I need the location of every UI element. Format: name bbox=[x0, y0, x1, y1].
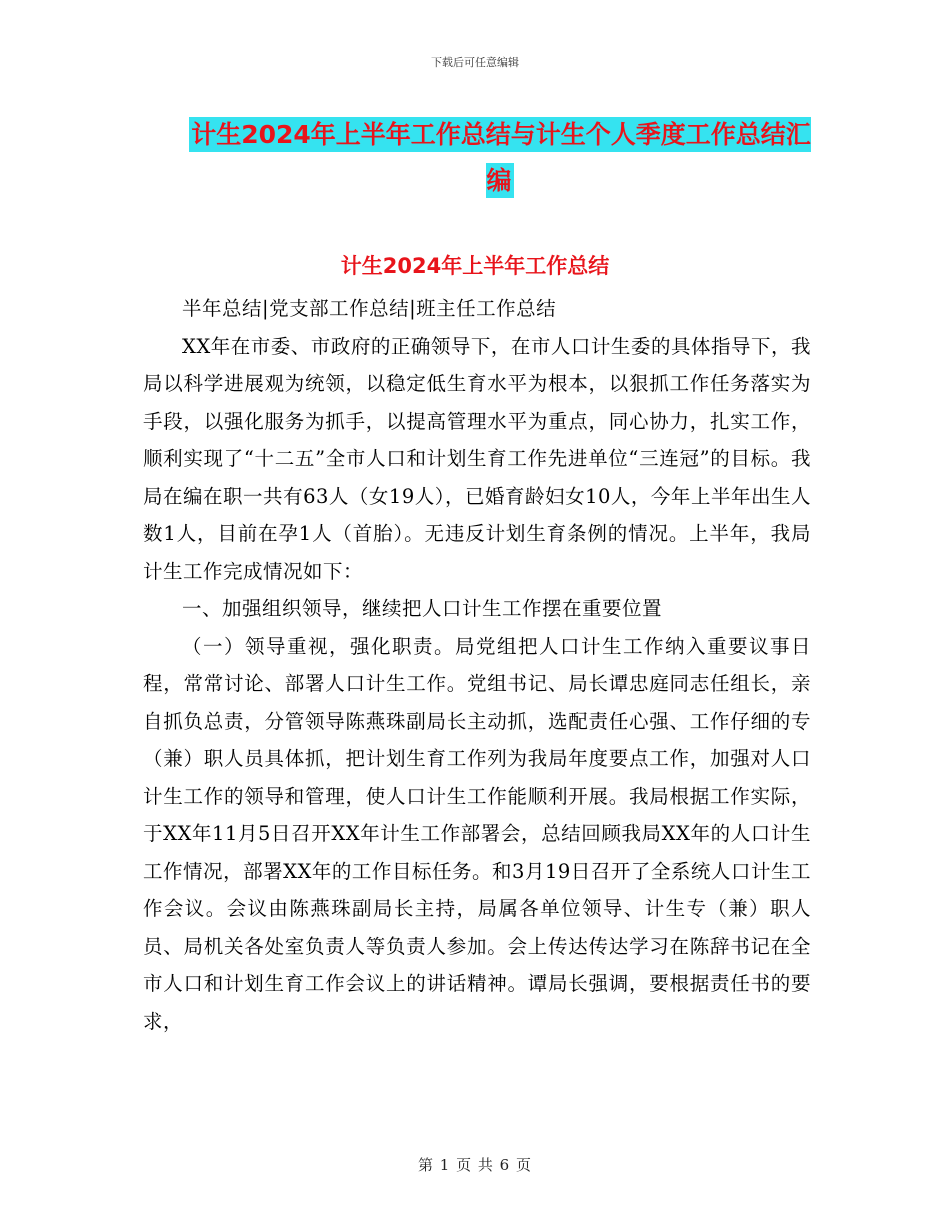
document-title bbox=[180, 112, 820, 204]
section-title: 计生2024年上半年工作总结 bbox=[340, 254, 610, 278]
document-body bbox=[143, 290, 811, 1040]
paragraph-subsection-1: （一）领导重视，强化职责。局党组把人口计生工作纳入重要议事日程，常常讨论、部署人口计生工作。党组书记、局长谭忠庭同志任组长，亲自抓负总责，分管领导陈燕珠副局长主动抓，选配责任心强、工作仔细的专（兼）职人员具体抓，把计划生育工作列为我局年度要点工作，加强对人口计生工作的领导和管理，使人口计生工作能顺利开展。我局根据工作实际，于XX年11月5日召开XX年计生工作部署会，总结回顾我局XX年的人口计生工作情况，部署XX年的工作目标任务。和3月19日召开了全系统人口计生工作会议。会议由陈燕珠副局长主持，局属各单位领导、计生专（兼）职人员、局机关各处室负责人等负责人参加。会上传达传达学习在陈辞书记在全市人口和计划生育工作会议上的讲话精神。谭局长强调，要根据责任书的要求， bbox=[143, 634, 811, 1033]
paragraph-intro: XX年在市委、市政府的正确领导下，在市人口计生委的具体指导下，我局以科学进展观为统领，以稳定低生育水平为根本，以狠抓工作任务落实为手段，以强化服务为抓手，以提高管理水平为重点，同心协力，扎实工作，顺利实现了“十二五”全市人口和计划生育工作先进单位“三连冠”的目标。我局在编在职一共有63人（女19人），已婚育龄妇女10人，今年上半年出生人数1人，目前在孕1人（首胎）。无违反计划生育条例的情况。上半年，我局计生工作完成情况如下： bbox=[143, 334, 811, 583]
paragraph-keywords: 半年总结|党支部工作总结|班主任工作总结 bbox=[182, 297, 557, 320]
page-number: 第 1 页 共 6 页 bbox=[418, 1156, 532, 1174]
header-note: 下载后可任意编辑 bbox=[431, 56, 519, 69]
paragraph-heading-1: 一、加强组织领导，继续把人口计生工作摆在重要位置 bbox=[182, 597, 663, 620]
document-title-text: 计生2024年上半年工作总结与计生个人季度工作总结汇编 bbox=[189, 117, 811, 198]
